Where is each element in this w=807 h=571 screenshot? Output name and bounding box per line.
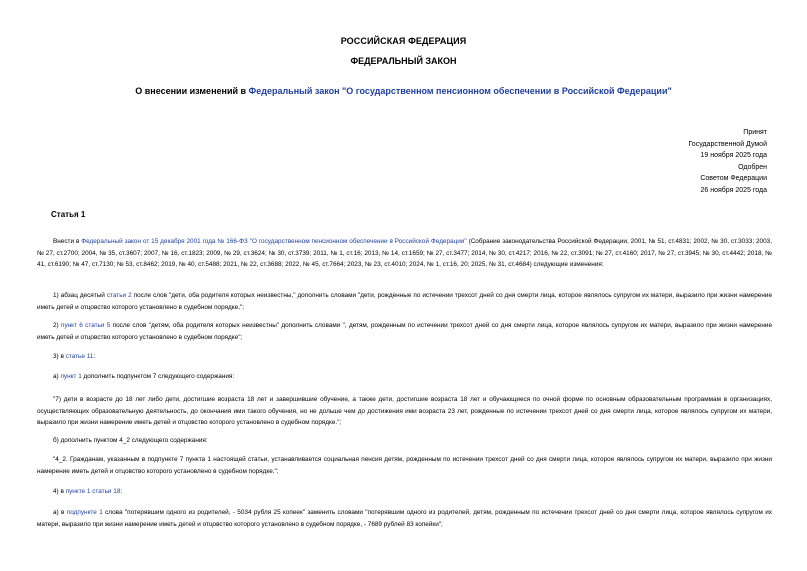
item-4-prefix: 4) в: [53, 488, 66, 495]
approved-label: Одобрен: [738, 163, 767, 171]
law-subject: [0, 86, 807, 96]
item-3-link[interactable]: статье 11: [65, 353, 94, 360]
item-4a-link[interactable]: подпункте 1: [66, 509, 103, 516]
approved-by: Советом Федерации: [700, 175, 767, 182]
document-type-heading: ФЕДЕРАЛЬНЫЙ ЗАКОН: [350, 56, 457, 66]
item-3b-quote: "4_2. Гражданам, указанным в подпункте 7 пункта 1 настоящей статьи, устанавливается социальная пенсия детям, рожденным по истечении трехсот дней со дня смерти лица, которое являлось супругом их матери, выразило при жизни намерение иметь детей и отцовство которого установлено в судебном порядке.";: [37, 456, 772, 475]
item-1-prefix: 1) абзац десятый: [53, 292, 107, 299]
adopted-by: Государственной Думой: [688, 140, 767, 148]
item-2: [37, 320, 772, 343]
item-4-link[interactable]: пункте 1 статьи 18: [65, 488, 121, 495]
intro-law-link[interactable]: Федеральный закон от 15 декабря 2001 года № 166-ФЗ "О государственном пенсионном обеспечении в Российской Федерации": [81, 238, 467, 245]
law-subject-prefix: О внесении изменений в: [135, 86, 249, 96]
item-1: [37, 290, 772, 313]
item-3a-rest: дополнить подпунктом 7 следующего содержания:: [81, 373, 235, 380]
item-2-rest: после слов "детям, оба родителя которых неизвестны" дополнить словами ", детям, рожденным по истечении трехсот дней со дня смерти лица, которое являлось супругом их матери, выразило при жизни намерение иметь детей и отцовство которого установлено в судебном порядке";: [37, 322, 772, 341]
adoption-block: [688, 127, 767, 196]
intro-rest: (Собрание законодательства Российской Федерации, 2001, № 51, ст.4831; 2002, № 30, ст.3033; 2003, № 27, ст.2700; 2004, № 35, ст.3607; 2007, № 16, ст.1823; 2009, № 29, ст.3624; № 30, ст.3739; 2011, № 1, ст.16; 2013, № 14, ст.1659; № 27, ст.3477; 2014, № 30, ст.4217; 2016, № 22, ст.3091; № 27, ст.4160; 2017, № 27, ст.3945; № 30, ст.4442; 2018, № 41, ст.6190; № 47, ст.7130; № 53, ст.8462; 2019, № 40, ст.5488; 2021, № 22, ст.3688; 2022, № 45, ст.7664; 2023, № 23, ст.4010; 2024, № 1, ст.16, 20; 2025, № 31, ст.4684) следующие изменения:: [37, 238, 773, 269]
adopted-label: Принят: [743, 129, 767, 136]
item-3a: [37, 371, 772, 383]
item-3-prefix: 3) в: [53, 353, 66, 360]
law-subject-link[interactable]: Федеральный закон "О государственном пенсионном обеспечении в Российской Федерации": [248, 86, 672, 96]
approved-date: 26 ноября 2025 года: [700, 186, 767, 194]
item-4: [37, 486, 772, 498]
item-3a-quote: "7) дети в возрасте до 18 лет либо дети, достигшие возраста 18 лет и завершившие обучение, а также дети, достигшие возраста 18 лет и обучающиеся по очной форме по основным образовательным программам в организациях, осуществляющих образовательную деятельность, до окончания ими такого обучения, но не дольше чем до достижения ими возраста 23 лет, рожденные по истечении трехсот дней со дня смерти лица, которое являлось супругом их матери, выразило при жизни намерение иметь детей и отцовство которого установлено в судебном порядке.";: [37, 396, 772, 427]
item-4-rest: :: [120, 488, 123, 495]
item-3a-prefix: а): [53, 373, 61, 380]
article-intro: [37, 236, 772, 271]
article-title: Статья 1: [51, 210, 86, 219]
item-2-prefix: 2): [53, 322, 61, 329]
item-4a: [37, 507, 772, 530]
intro-prefix: Внести в: [53, 238, 82, 245]
item-1-link[interactable]: статьи 2: [106, 292, 132, 299]
item-3a-link[interactable]: пункт 1: [60, 373, 82, 380]
item-3-rest: :: [93, 353, 96, 360]
item-1-rest: после слов "дети, оба родителя которых неизвестны," дополнить словами "дети, рожденные по истечении трехсот дней со дня смерти лица, которое являлось супругом их матери, выразило при жизни намерение иметь детей и отцовство которого установлено в судебном порядке,";: [37, 292, 772, 311]
country-heading: РОССИЙСКАЯ ФЕДЕРАЦИЯ: [340, 36, 467, 46]
item-3b: б) дополнить пунктом 4_2 следующего содержания:: [53, 437, 208, 444]
item-2-link[interactable]: пункт 6 статьи 5: [61, 322, 111, 329]
item-4a-rest: слова "потерявшим одного из родителей, - 5034 рубля 25 копеек" заменить словами "потерявшим одного из родителей, детям, рожденным по истечении трехсот дней со дня смерти лица, которое являлось супругом их матери, выразило при жизни намерение иметь детей и отцовство которого установлено в судебном порядке, - 7689 рублей 83 копейки";: [37, 509, 772, 528]
adopted-date: 19 ноября 2025 года: [700, 152, 767, 159]
item-4a-prefix: а) в: [53, 509, 67, 516]
item-3: [37, 351, 772, 363]
